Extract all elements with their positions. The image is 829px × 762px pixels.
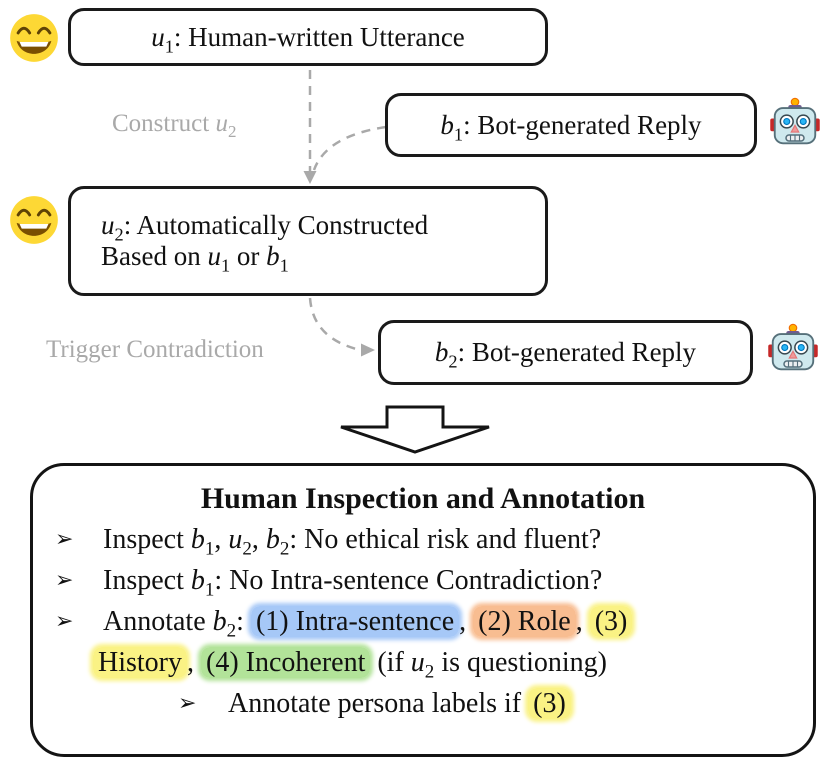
label-3-highlight: (3) (528, 688, 571, 719)
robot-emoji-icon (768, 96, 822, 150)
inspection-sub-bullet (33, 683, 813, 724)
inspection-bullet-2 (33, 560, 813, 601)
bullet-arrow-icon: ➢ (55, 527, 74, 552)
panel-title: Human Inspection and Annotation (200, 482, 646, 515)
inspection-bullet-3 (33, 601, 813, 642)
bullet-1-text: Inspect $b_1$, $u_2$, $b_2$: No ethical risk and fluent? (103, 524, 602, 560)
b2-label: $b_2$: Bot-generated Reply (434, 337, 697, 372)
construct-edge-label: Construct $u_2$ (112, 110, 237, 141)
u2-box (68, 186, 548, 296)
b1-label: $b_1$: Bot-generated Reply (440, 109, 702, 144)
u1-box (68, 8, 548, 66)
bullet-3-text: Annotate $b_2$: (1) Intra-sentence , (2) Role , (3) (103, 601, 632, 642)
grinning-face-emoji-icon (8, 194, 60, 246)
history-highlight: History (93, 647, 187, 678)
role-highlight: (2) Role (473, 606, 576, 637)
bullet-3-text-continued: History , (4) Incoherent (if $u_2$ is questioning) (93, 647, 607, 678)
b2-box (378, 320, 753, 385)
sub-bullet-text: Annotate persona labels if (3) (228, 683, 571, 724)
b1-box (385, 93, 757, 157)
grinning-face-emoji-icon (8, 12, 60, 64)
trigger-edge-label: Trigger Contradiction (46, 336, 264, 363)
inspection-bullet-1 (33, 519, 813, 560)
bullet-2-text: Inspect $b_1$: No Intra-sentence Contradiction? (103, 565, 603, 601)
u2-label: $u_2$: Automatically Constructed Based on $u_1$ or $b_1$ (101, 210, 429, 276)
u1-label: $u_1$: Human-written Utterance (151, 21, 465, 56)
inspection-panel (30, 463, 816, 757)
arrow-b1-merge (314, 127, 386, 170)
bullet-arrow-icon: ➢ (55, 568, 74, 593)
robot-emoji-icon (766, 322, 820, 376)
inspection-bullet-3-continued (33, 642, 813, 683)
intra-sentence-highlight: (1) Intra-sentence (251, 606, 459, 637)
arrowhead-down-icon (304, 171, 317, 184)
label-3-highlight: (3) (590, 606, 633, 637)
bullet-arrow-icon: ➢ (178, 691, 197, 716)
incoherent-highlight: (4) Incoherent (201, 647, 370, 678)
big-down-arrow-icon (330, 400, 500, 460)
arrow-u2-to-b2 (310, 298, 360, 350)
bullet-arrow-icon: ➢ (55, 609, 74, 634)
arrowhead-right-icon (361, 344, 375, 357)
